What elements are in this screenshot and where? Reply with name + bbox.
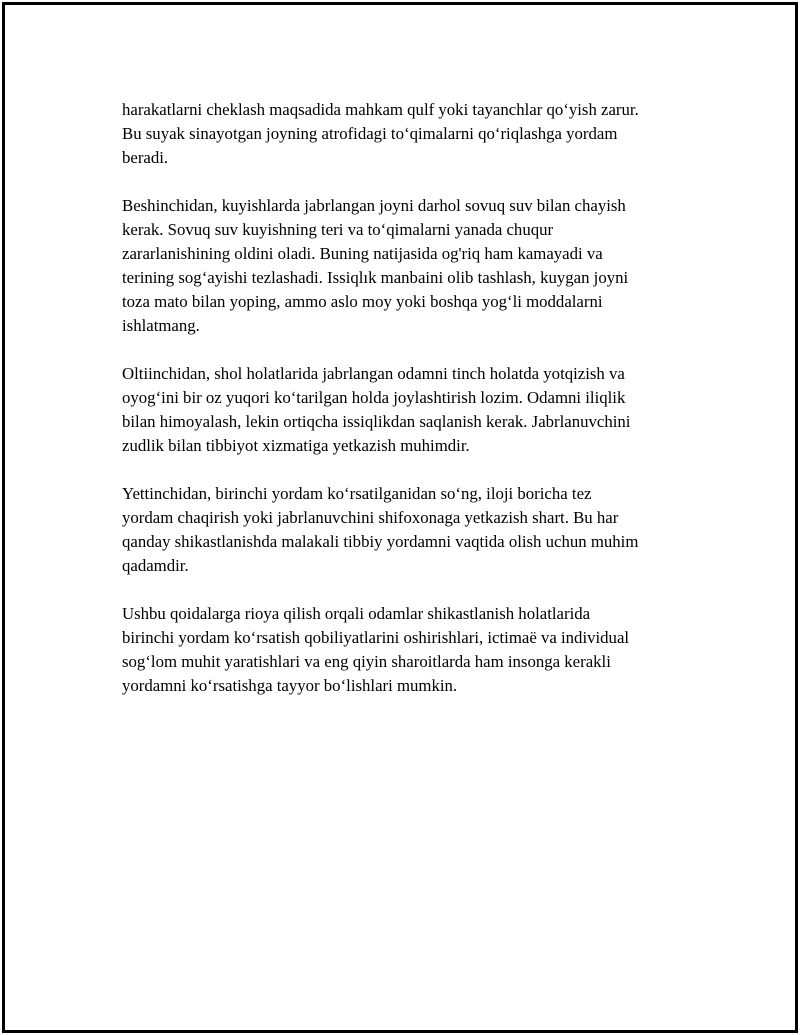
paragraph-emergency-help: Yettinchidan, birinchi yordam ko‘rsatilganidan so‘ng, iloji boricha tez yordam chaqirish yoki jabrlanuvchini shifoxonaga yetkazish shart. Bu har qanday shikastlanishda malakali tibbiy yordamni vaqtida olish uchun muhim qadamdir. bbox=[122, 484, 639, 575]
paragraph-immobilization: harakatlarni cheklash maqsadida mahkam qulf yoki tayanchlar qo‘yish zarur. Bu suyak sinayotgan joyning atrofidagi to‘qimalarni qo‘riqlashga yordam beradi. bbox=[122, 100, 639, 167]
document-body bbox=[122, 98, 702, 722]
paragraph-burns: Beshinchidan, kuyishlarda jabrlangan joyni darhol sovuq suv bilan chayish kerak. Sovuq suv kuyishning teri va to‘qimalarni yanada chuqur zararlanishining oldini oladi. Buning natijasida og'riq ham kamayadi va terining sog‘ayishi tezlashadi. Issiqlık manbaini olib tashlash, kuygan joyni toza mato bilan yoping, ammo aslo moy yoki boshqa yog‘li moddalarni ishlatmang. bbox=[122, 196, 629, 335]
page-frame bbox=[2, 2, 798, 1033]
paragraph-conclusion: Ushbu qoidalarga rioya qilish orqali odamlar shikastlanish holatlarida birinchi yordam ko‘rsatish qobiliyatlarini oshirishlari, ictimaë va individual sog‘lom muhit yaratishlari va eng qiyin sharoitlarda ham insonga kerakli yordamni ko‘rsatishga tayyor bo‘lishlari mumkin. bbox=[122, 604, 630, 695]
paragraph-shock: Oltiinchidan, shol holatlarida jabrlangan odamni tinch holatda yotqizish va oyog‘ini bir oz yuqori ko‘tarilgan holda joylashtirish lozim. Odamni iliqlik bilan himoyalash, lekin ortiqcha issiqlikdan saqlanish kerak. Jabrlanuvchini zudlik bilan tibbiyot xizmatiga yetkazish muhimdir. bbox=[122, 364, 631, 455]
